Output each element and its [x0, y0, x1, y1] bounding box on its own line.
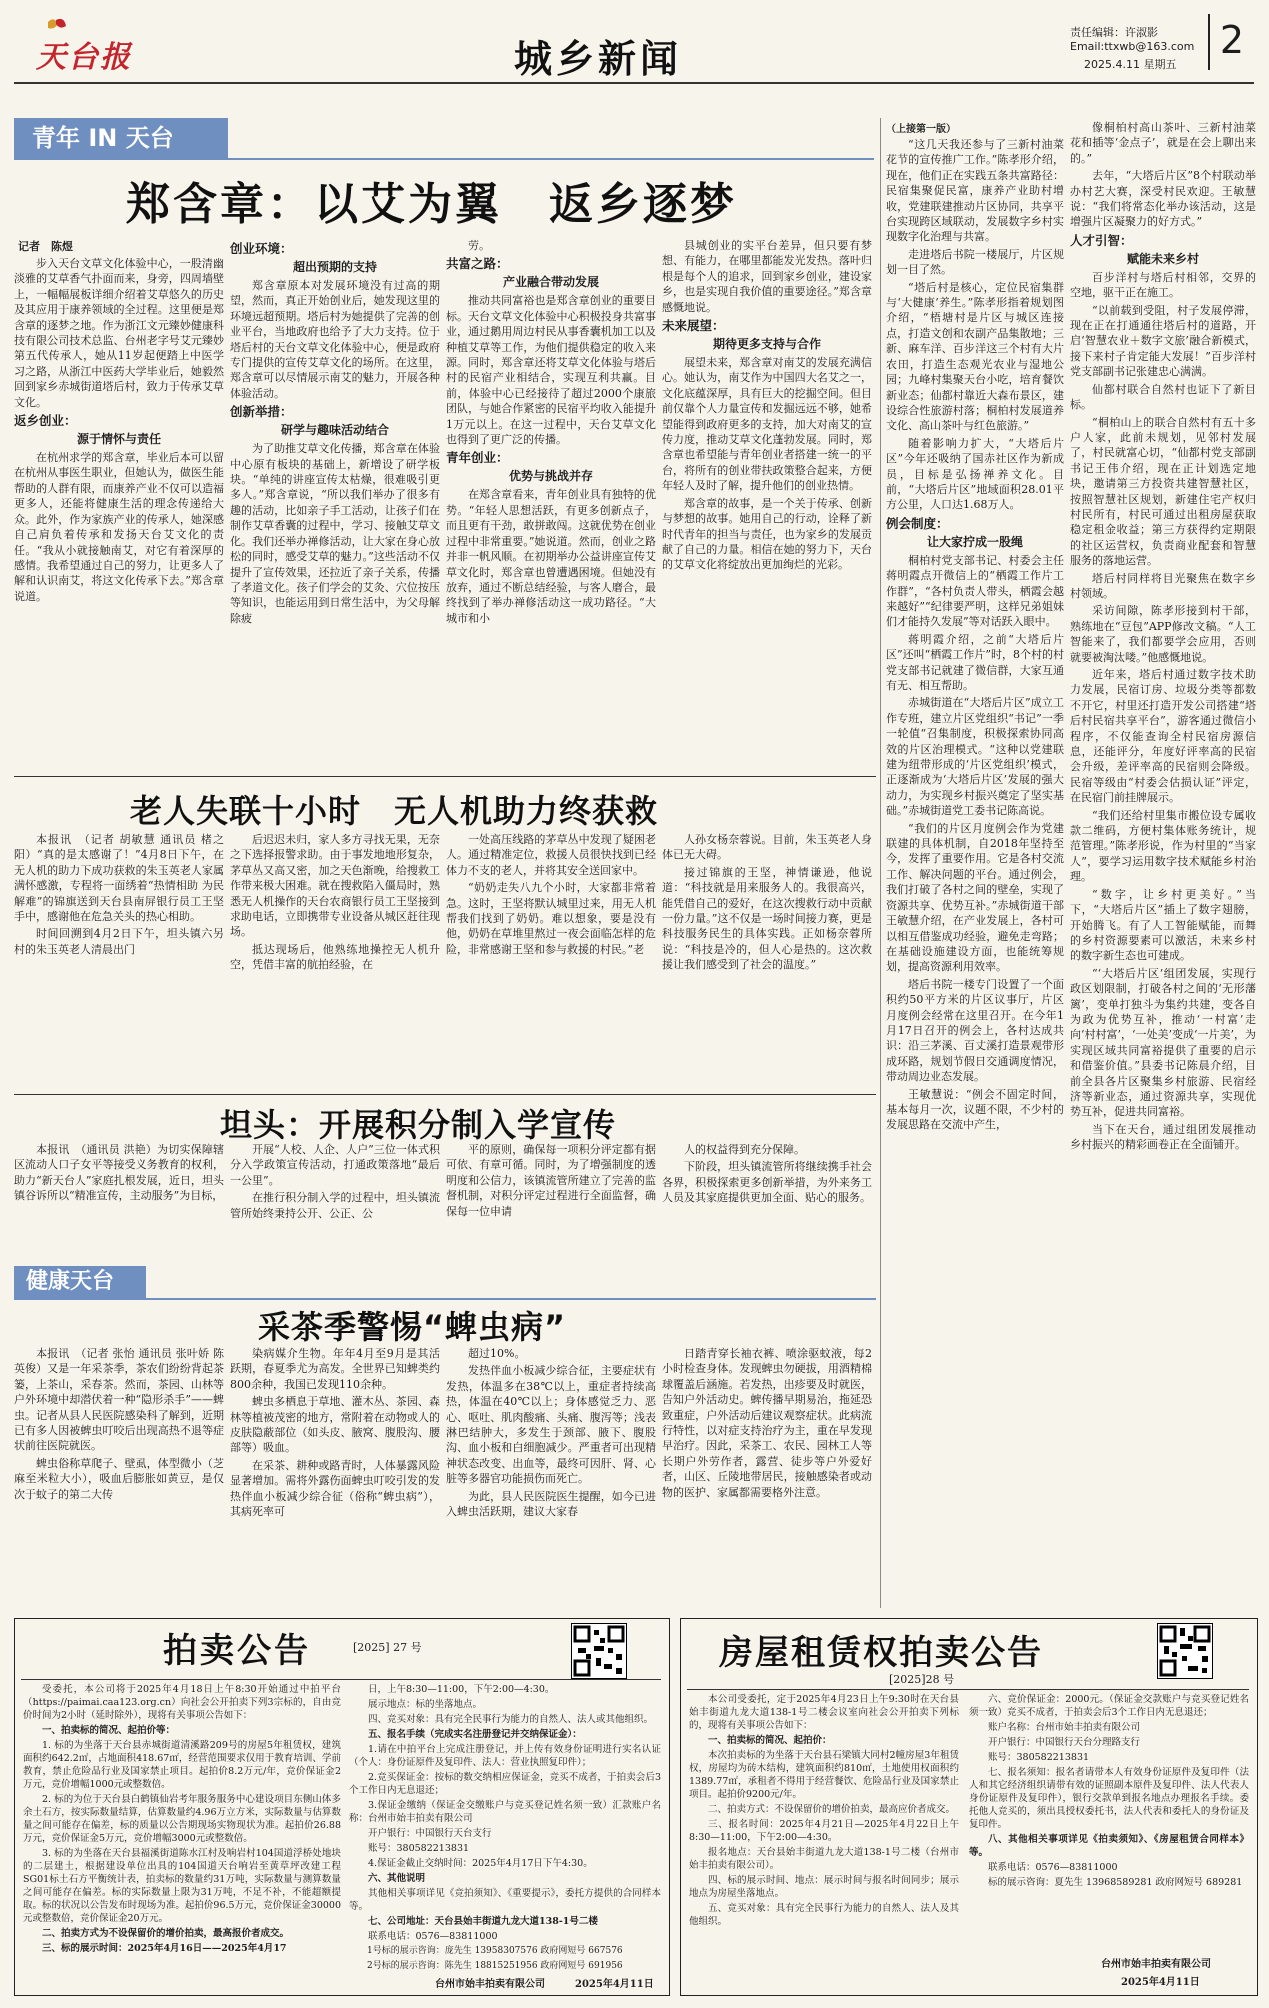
ad1-para: 六、其他说明: [368, 1873, 426, 1884]
ad2-rule: [687, 1689, 1249, 1690]
ad2-para: 本公司受委托，定于2025年4月23日上午9:30时在天台县始丰街道九龙大道138-1号二楼会议室向社会公开拍卖下列标的，现将有关事项公告如下：: [689, 1694, 959, 1731]
ad1-para: 展示地点：标的坐落地点。: [368, 1699, 483, 1710]
ad2-para: 六、竞价保证金：2000元。（保证金交款账户与竞买登记姓名须一致）竞买不成者，于拍卖会后3个工作日内无息退还；: [969, 1694, 1249, 1718]
ad2-para: 二、拍卖方式：不设保留价的增价拍卖，最高应价者成交。: [708, 1804, 956, 1815]
story1-sub: 产业融合带动发展: [502, 275, 599, 290]
story3-para: 人的权益得到充分保障。: [684, 1143, 805, 1156]
right-para: 走进塔后书院一楼展厅，片区规划一目了然。: [886, 247, 1064, 277]
right-sub: 赋能未来乡村: [1126, 251, 1199, 266]
story2-col3: [446, 832, 656, 1092]
ad1-title: 拍卖公告: [163, 1631, 311, 1671]
story4-para: 超过10%。: [468, 1347, 526, 1360]
story1-sub: 优势与挑战并存: [508, 469, 593, 484]
ad1-para: 联系电话：0576—83811000: [368, 1931, 498, 1942]
ad2-para: 联系电话：0576—83811000: [988, 1862, 1118, 1873]
right-para: 像桐柏村高山茶叶、三新村油菜花和插等‘金点子’，就是在会上聊出来的。”: [1070, 121, 1256, 165]
story1-sub: 源于情怀与责任: [76, 432, 161, 447]
section-tag-youth: 青年 IN 天台: [14, 118, 228, 158]
story4-para: 染病媒介生物。年年4月至9月是其活跃期，春夏季尤为高发。全世界已知蜱类约800余种，我国已发现110余种。: [230, 1347, 440, 1391]
ad1-para: 五、报名手续（完成实名注册登记并交纳保证金）：: [368, 1729, 582, 1740]
ad1-para: 1. 标的为坐落于天台县赤城街道清溪路209号的房屋5年租赁权，建筑面积约642.2㎡，占地面积418.67㎡，经营范围要求仅用于教育培训、学前教育，禁止危险品行业及国家禁止项目。起拍价8.2万元/年，竞价保证金2万元，竞价增幅1000元或整数倍。: [23, 1740, 341, 1790]
story1-headline: 郑含章：以艾为翼 返乡逐梦: [126, 179, 737, 230]
ad2-para: 账户名称：台州市始丰拍卖有限公司: [988, 1722, 1141, 1733]
ad1-para: 日，上午8:30—11:00，下午2:00—4:30。: [368, 1684, 555, 1695]
page-number: 2: [1208, 14, 1254, 70]
ad1-para: 三、标的展示时间：2025年4月16日——2025年4月17: [42, 1943, 287, 1954]
story2-col2: [230, 832, 440, 1092]
right-para: “‘大塔后片区’组团发展，实现行政区划限制，打破各村之间的‘无形藩篱’，变单打独斗为集约共建，变各自为政为优势互补，推动‘一村富’走向‘村村富’，‘一处美’变成‘一片美’，为实现区域共同富裕提供了重要的启示和借鉴价值。”县委书记陈晨介绍，目前全县各片区聚集乡村旅游、民宿经济等新业态，通过资源共享，实现优势互补，促进共同富裕。: [1070, 966, 1256, 1119]
ad2-col2: [969, 1693, 1249, 1963]
story1-sub: 返乡创业：: [14, 413, 77, 429]
ad2-para: 五、竞买对象：具有完全民事行为能力的自然人、法人及其他组织。: [689, 1903, 959, 1927]
story3-para: 下阶段，坦头镇流管所将继续携手社会各界，积极探索更多创新举措，为外来务工人员及其家庭提供更加全面、贴心的服务。: [662, 1160, 872, 1205]
story3-para: 本报讯 （通讯员 洪艳）为切实保障辖区流动人口子女平等接受义务教育的权利，助力“新天台人”家庭扎根发展，近日，坦头镇谷诉所以“精准宣传，主动服务”为目标，: [14, 1143, 224, 1203]
ad1-rule: [21, 1679, 661, 1680]
ad2-para: 标的展示咨询：夏先生 13968589281 政府网短号 689281: [988, 1877, 1243, 1888]
story1-para: 县城创业的实平台差异，但只要有梦想、有能力，在哪里都能发光发热。落叶归根是每个人的追求，回到家乡创业，建设家乡，也是实现自我价值的重要途径。”郑含章感慨地说。: [662, 239, 872, 314]
ad1-para: 四、竞买对象：具有完全民事行为能力的自然人、法人或其他组织。: [368, 1714, 654, 1725]
right-sub: 例会制度：: [886, 515, 949, 531]
right-col2: [1070, 120, 1256, 1608]
ad1-date: 2025年4月11日: [575, 1979, 654, 1990]
story2-para: 接过锦旗的王坚，神情谦逊，他说道：“科技就是用来服务人的。我很高兴，能凭借自己的爱好，在这次搜救行动中贡献一份力量。”这不仅是一场时间接力赛，更是科技服务民生的具体实践。正如杨奈蓉所说：“科技是冷的，但人心是热的。这次救援让我们感受到了社会的温度。”: [662, 865, 872, 972]
story1-col3: [446, 238, 656, 772]
right-para: 赤城街道在“大塔后片区”成立工作专班，建立片区党组织“书记”一季一轮值“召集制度，积极探索协同高效的片区治理模式。“这种以党建联建为纽带形成的‘片区党组织’模式，正逐渐成为‘大塔后片区’发展的强大动力，为实现乡村振兴奠定了坚实基础。”赤城街道党工委书记陈高说。: [886, 696, 1064, 818]
ad1-para: 2.竞买保证金：按标的数交纳相应保证金，竞买不成者，于拍卖会后3个工作日内无息退还；: [349, 1772, 661, 1796]
ad1-para: 账号：380582213831: [368, 1843, 470, 1854]
story1-para: 在杭州求学的郑含章，毕业后本可以留在杭州从事医生职业，但她认为，做医生能帮助的人群有限，而康养产业不仅可以造福更多人，还能将健康生活的理念传递给大众。此外，作为家族产业的传承人，她深感自己肩负着传承和发扬天台艾文化的责任。“我从小就接触南艾，对它有着深厚的感情。我希望通过自己的努力，让更多人了解和认识南艾，将这文化传承下去。”郑含章说道。: [14, 451, 224, 603]
story2-para: 时间回溯到4月2日下午，坦头镇六另村的朱玉英老人清晨出门: [14, 927, 224, 956]
right-para: “我们还给村里集市搬位设专属收款二维码，方便村集体账务统计，规范管理。”陈孝形说，作为村里的“当家人”，要学习运用数字技术赋能乡村治理。: [1070, 808, 1256, 884]
ad1-para: 4.保证金截止交纳时间：2025年4月17日下午4:30。: [368, 1858, 593, 1869]
right-para: “我们的片区月度例会作为党建联建的具体机制，自2018年坚持至今，发挥了重要作用。它是各村交流工作、解决问题的平台。通过例会，我们打破了各村之间的壁垒，实现了资源共享、优势互补。”赤城街道干部王敏慧介绍，在产业发展上，各村可以相互借鉴成功经验，避免走弯路；在基础设施建设方面，也能统筹规划，提高资源利用效率。: [886, 821, 1064, 974]
qr-code-icon: [571, 1623, 627, 1679]
tag-rule: [14, 1298, 876, 1300]
story3-para: 开展“人校、人企、人户”三位一体式积分入学政策宣传活动，打通政策落地“最后一公里”。: [230, 1143, 440, 1187]
story4-headline: 采茶季警惕“蜱虫病”: [258, 1308, 567, 1346]
ad2-para: 三、报名时间：2025年4月21日—2025年4月22日上午8:30—11:00，下午2:00—4:30。: [689, 1819, 959, 1843]
story1-para: 步入天台文草文化体验中心，一股清幽淡雅的艾草香气扑面而来，身旁，四周墙壁上，一幅幅展板详细介绍着艾草悠久的历史及其应用于康养领域的全过程。这里便是郑含章的逐梦之地。作为浙江文元臻妙健康科技有限公司技术总监、台州老字号艾元臻妙第五代传承人，她从11岁起便踏上中医学习之路，从浙江中医药大学毕业后，她毅然回到家乡赤城街道塔后村，致力于传承艾草文化。: [14, 257, 224, 409]
story1-sub: 共富之路：: [446, 256, 509, 272]
ad1-para: 一、拍卖标的简况、起拍价等：: [42, 1725, 176, 1736]
ad1-company: 台州市始丰拍卖有限公司: [435, 1979, 545, 1990]
story2-para: 人孙女杨奈蓉说。目前，朱玉英老人身体已无大碍。: [662, 833, 872, 862]
story1-sub: 创新举措：: [230, 404, 293, 420]
auction-notice-2: [680, 1618, 1258, 1996]
right-para: 随着影响力扩大，“大塔后片区”今年还吸纳了国赤社区作为新成员，目标是弘扬禅养文化。目前，“大塔后片区”地域面积28.01平方公里，人口达1.68万人。: [886, 436, 1064, 512]
ad1-number: [2025] 27 号: [353, 1641, 422, 1654]
ad1-para: 七、公司地址：天台县始丰街道九龙大道138-1号二楼: [368, 1916, 598, 1927]
email-line: Email:ttxwb@163.com: [1070, 40, 1195, 53]
section-tag-health: 健康天台: [14, 1266, 146, 1298]
story4-para: 日踏青穿长袖衣裤、喷涂驱蚊液，每2小时检查身体。发现蜱虫勿硬拔，用酒精棉球覆盖后涵施。若发热，出疹要及时就医，告知户外活动史。蜱传播早期易治，拖延恐致重症，户外活动后建议观察症状。此病流行特性，以对症支持治疗为主，重在早发现早治疗。因此，采茶工、农民、园林工人等长期户外劳作者，露营、徒步等户外爱好者，山区、丘陵地带居民，接触感染者或动物的医护、家属都需要格外注意。: [662, 1347, 872, 1499]
ad2-number: [2025]28 号: [889, 1673, 955, 1686]
column-divider: [880, 118, 881, 1608]
ad1-para: 开户银行：中国银行天台支行: [368, 1828, 492, 1839]
story1-para: 展望未来，郑含章对南艾的发展充满信心。她认为，南艾作为中国四大名艾之一，文化底蕴深厚，具有巨大的挖掘空间。但目前仅靠个人力量宣传和发掘远远不够，她希望能得到政府更多的支持，加大对南艾的宣传力度，推动艾草文化蓬勃发展。同时，郑含章也希望能与青年创业者搭建一统一的平台，将所有的创业带扶政策整合起来，方便年轻人及时了解，提升他们的创业热情。: [662, 356, 872, 493]
ad2-col1: [689, 1693, 959, 1989]
ad1-para: 受委托，本公司将于2025年4月18日上午8:30开始通过中拍平台（https://paimai.caa123.org.cn）向社会公开拍卖下列3宗标的，自由竞价时间为2小时（延时除外），现将有关事项公告如下：: [23, 1684, 341, 1721]
story3-col4: [662, 1142, 872, 1260]
logo: [26, 14, 136, 74]
right-para: 蒋明霞介绍，之前“大塔后片区”还叫“栖霞工作片”时，8个村的村党支部书记就建了微信群，大家互通有无、相互帮助。: [886, 632, 1064, 692]
qr-code-icon: [572, 1624, 626, 1678]
story1-sub: 超出预期的支持: [292, 260, 377, 274]
story2-col1: [14, 832, 224, 1092]
ad1-para: 2号标的展示咨询：陈先生 18815251956 政府网短号 691956: [367, 1961, 623, 1971]
story1-para: 推动共同富裕也是郑含章创业的重要目标。天台文草文化体验中心积极投身共富事业，通过鹅用周边村民从事香囊机加工以及种植艾草等工作，为他们提供稳定的收入来源。同时，郑含章还将艾草文化体验与塔后村的民宿产业相结合，实现互利共赢。目前，体验中心已经接待了超过2000个康旅团队，与她合作紧密的民宿平均收入能提升1万元以上。在这一过程中，天台艾草文化也得到了更广泛的传播。: [446, 294, 656, 447]
qr-code-icon: [1157, 1623, 1213, 1679]
story2-para: 一处高压线路的茅草丛中发现了疑困老人。通过精准定位，救援人员很快找到已经体力不支的老人，并将其安全送回家中。: [446, 833, 656, 877]
section-title: 城乡新闻: [514, 37, 683, 81]
continued-label: （上接第一版）: [886, 124, 956, 135]
auction-notice-1: [14, 1618, 670, 1996]
ad1-para: 1号标的展示咨询：庞先生 13958307576 政府网短号 667576: [367, 1946, 623, 1956]
right-para: 仙都村联合自然村也证下了新目标。: [1070, 382, 1256, 412]
story3-col3: [446, 1142, 656, 1260]
story4-col4: [662, 1346, 872, 1604]
right-para: “这几天我还参与了三新村油菜花节的宣传推广工作。”陈孝形介绍，现在，他们正在实践五条共富路径：民宿集聚促民富，康养产业助村增收，党建联建推动片区协同，共享平台实现跨区域联动，发展数字乡村实现数字化治理与共富。: [886, 138, 1064, 244]
logo-text: 天台报: [36, 40, 132, 75]
ad2-title: 房屋租赁权拍卖公告: [719, 1633, 1043, 1673]
story3-headline: 坦头：开展积分制入学宣传: [220, 1106, 617, 1144]
story3-col1: [14, 1142, 224, 1260]
story2-para: 后迟迟未归，家人多方寻找无果，无奈之下选择报警求助。由于事发地地形复杂，茅草丛又高又密，加之天色渐晚，给搜救工作带来极大困难。就在搜救陷入僵局时，熟悉无人机操作的天台农商银行员工王坚接到求助电话，立即携带专业设备从城区赶往现场。: [230, 833, 440, 939]
story4-col2: [230, 1346, 440, 1604]
ad1-para: 3. 标的为坐落在天台县福溪街道陈水江村及响岩村104国道浮桥处地块的二层建土，根据建设单位出具的104国道天台响岩至黄草坪改建工程SG01标土石方平衡统计表，拍卖标的数量约31万吨，实际数量与测算数量之间可能存在偏差。标的实际数量上限为31万吨，不足不补，不能超额提取。标的状况以公告发布时现场为准。起拍价96.5万元，竞价保证金30000元或整数倍，竞价保证金20万元。: [23, 1848, 341, 1924]
right-sub: 人才引智：: [1070, 232, 1133, 248]
right-para: 桐柏村党支部书记、村委会主任蒋明霞点开微信上的“栖霞工作片工作群”，“各村负责人带头，栖霞会越来越好”“纪律要严明，这样兄弟姐妹们才能持久发展”等对话跃入眼中。: [886, 553, 1064, 629]
right-sub: 让大家拧成一股绳: [926, 534, 1023, 549]
story4-para: 发热伴血小板减少综合征，主要症状有发热，体温多在38℃以上，重症者持续高热，体温在40℃以上；身体感觉乏力、恶心、呕吐、肌肉酸痛、头痛、腹泻等；浅表淋巴结肿大，多发生于颈部、腋下、腹股沟、血小板和白细胞减少。严重者可出现精神状态改变、出血等，最终可因肝、肾、心脏等多器官功能损伤而死亡。: [446, 1364, 656, 1486]
ad1-col2: [349, 1683, 661, 1973]
ad1-para: 其他相关事项详见《竞拍须知》、《重要提示》，委托方提供的合同样本等。: [349, 1888, 661, 1912]
right-para: 当下在天台，通过组团发展推动乡村振兴的精彩画卷正在全面铺开。: [1070, 1122, 1256, 1152]
right-para: “以前载到受阻，村子发展停滞，现在正在打通通往塔后村的道路，开启‘智慧农业＋数字文旅’融合新模式，接下来村子肯定能大发展！”百步洋村党支部副书记张建忠心满满。: [1070, 303, 1256, 379]
ad1-para: 2. 标的为位于天台县白鹤镇仙岩考年服务服务中心建设项目东侧山体多余土石方，按实际数量结算，估算数量约4.96万立方米，实际数量与估算数量之间可能存在偏差，标的质量以公告期现场实物现状为准。起拍价26.88万元，竞价保证金5万元，竞价增幅3000元或整数倍。: [23, 1794, 341, 1844]
story2-col4: [662, 832, 872, 1092]
story2-para: 本报讯 （记者 胡敏慧 通讯员 楮之阳）“真的是太感谢了！”4月8日下午，在无人机的助力下成功获救的朱玉英老人家属满怀感激，专程将一面绣着“热情相助 为民解难”的锦旗送到天台县南屏银行员工王坚手中，感谢他在危急关头的热心相助。: [14, 833, 224, 924]
story1-sub: 研学与趣味活动结合: [280, 423, 389, 438]
right-para: 王敏慧说：“例会不固定时间，基本每月一次，议题不限，不少村的发展思路在交流中产生，: [886, 1087, 1064, 1132]
right-para: 塔后村同样将目光聚焦在数字乡村领域。: [1070, 571, 1256, 600]
story3-para: 平的原则，确保每一项积分评定都有据可依、有章可循。同时，为了增强制度的透明度和公信力，该镇流管所建立了完善的监督机制，对积分评定过程进行全面监督，确保每一位申请: [446, 1143, 656, 1218]
story3-para: 在推行积分制入学的过程中，坦头镇流管所始终秉持公开、公正、公: [230, 1191, 440, 1220]
tag-rule: [14, 158, 874, 160]
story1-sub: 未来展望：: [662, 318, 725, 334]
story1-col2: [230, 238, 440, 772]
story2-para: 抵达现场后，他熟练地操控无人机升空，凭借丰富的航拍经验，在: [230, 942, 440, 972]
ad2-para: 报名地点：天台县始丰街道九龙大道138-1号二楼（台州市始丰拍卖有限公司）。: [689, 1847, 959, 1871]
story1-sub: 青年创业：: [446, 450, 509, 466]
right-para: 塔后书院一楼专门设置了一个面积约50平方米的片区议事厅，片区月度例会经常在这里召开。在今年1月17日召开的例会上，各村达成共识：沿三茅溪、百丈溪打造景观带形成环路，规划节假日交通调度情况，带动周边业态发展。: [886, 977, 1064, 1084]
story1-byline: 记者 陈煜: [18, 240, 73, 253]
ad1-col1: [23, 1683, 341, 1991]
story4-para: 蜱虫多栖息于草地、灌木丛、茶园、森林等植被茂密的地方，常附着在动物或人的皮肤隐蔽部位（如头皮、腋窝、腹股沟、腰部等）吸血。: [230, 1395, 440, 1455]
story1-col1: [14, 256, 224, 772]
divider: [14, 1094, 876, 1095]
ad1-para: 1.请在中拍平台上完成注册登记，并上传有效身份证明进行实名认证（个人：身份证原件及复印件、法人：营业执照复印件）；: [349, 1744, 661, 1768]
story1-para: 郑含章原本对发展环境没有过高的期望，然而，真正开始创业后，她发现这里的环境远超预期。塔后村为她提供了完善的创业平台，当地政府也给予了大力支持。位于塔后村的天台文草文化体验中心，便是政府专门提供的宣传艾草文化的场所。在这里，郑含章可以尽情展示南艾的魅力，开展各种体验活动。: [230, 279, 440, 400]
ad2-para: 一、拍卖标的简况、起拍价：: [708, 1735, 832, 1746]
story1-para: 劳。: [468, 239, 490, 252]
ad1-para: 二、拍卖方式为不设保留价的增价拍卖，最高报价者成交。: [42, 1928, 290, 1939]
story1-para: 为了助推艾草文化传播，郑含章在体验中心原有板块的基础上，新增设了研学板块。“单纯的讲座宣传太枯燥，很难吸引更多人。”郑含章说，“所以我们举办了很多有趣的活动，比如亲子手工活动，让孩子们在制作艾草香囊的过程中，学习、接触艾草文化。我们还举办禅修活动，让大家在身心放松的同时，感受艾草的魅力。”这些活动不仅提升了宣传效果，还拉近了亲子关系，传播了孝道文化。孩子们学会的艾灸、穴位按压等知识，也能运用到日常生活中，为父母解除疲: [230, 442, 440, 625]
ad2-para: 八、其他相关事项详见《拍卖须知》、《房屋租赁合同样本》等。: [969, 1834, 1249, 1858]
story2-headline: 老人失联十小时 无人机助力终获救: [130, 792, 659, 830]
right-para: 采访间隙，陈孝形接到村干部，熟练地在“豆包”APP修改文稿。“人工智能来了，我们都要学会应用，否则就要被淘汰喽。”他感慨地说。: [1070, 604, 1256, 664]
right-para: 百步洋村与塔后村相邻，交界的空地，驱干正在施工。: [1070, 270, 1256, 300]
story1-para: 郑含章的故事，是一个关于传承、创新与梦想的故事。她用自己的行动，诠释了新时代青年的担当与责任，也为家乡的发展贡献了自己的力量。相信在她的努力下，天台的艾草文化将绽放出更加绚烂的光彩。: [662, 496, 872, 572]
story1-col4: [662, 238, 872, 772]
header-rule: [14, 82, 1254, 84]
divider: [14, 776, 876, 777]
story4-col3: [446, 1346, 656, 1604]
editor-line: 责任编辑：许淑影: [1070, 26, 1158, 39]
story1-para: 在郑含章看来，青年创业具有独特的优势。“年轻人思想活跃，有更多创新点子，而且更有干劲，敢拼敢闯。这就优势在创业过程中非常重要。”她说道。然而，创业之路并非一帆风顺。在初期举办公益讲座宣传艾草文化时，郑含章也曾遭遇困境。但她没有放弃，通过不断总结经验，与客人磨合，最终找到了举办禅修活动这一成功路径。“大城市和小: [446, 488, 656, 625]
story4-para: 为此，县人民医院医生提醒，如今已进入蜱虫活跃期，建议大家春: [446, 1489, 656, 1519]
qr-code-icon: [1158, 1624, 1212, 1678]
date-line: 2025.4.11 星期五: [1084, 58, 1177, 71]
ad1-para: 3.保证金缴纳（保证金交缴账户与竞买登记姓名须一致）汇款账户名称：台州市始丰拍卖有限公司: [349, 1800, 661, 1824]
ad2-para: 开户银行：中国银行天台分理路支行: [988, 1737, 1141, 1748]
ad2-company: 台州市始丰拍卖有限公司: [1101, 1959, 1211, 1970]
right-para: 近年来，塔后村通过数字技术助力发展，民宿订房、垃圾分类等都数不开它，村里还打造开发公司搭建“塔后村民宿共享平台”，游客通过微信小程序，不仅能查询全村民宿房源信息，还能评分，年度好评率高的民宿会升级，差评率高的民宿则会降级。民宿等级由“村委会估损认证”评定，在民宿门前挂牌展示。: [1070, 668, 1256, 805]
ad2-para: 账号：380582213831: [988, 1752, 1090, 1763]
story4-para: 本报讯 （记者 张怡 通讯员 张叶娇 陈英俊）又是一年采茶季，茶农们纷纷背起茶篓，上茶山，采春茶。然而，茶园、山林等户外环境中却潜伏着一种“隐形杀手”——蜱虫。记者从县人民医院感染科了解到，近期已有多人因被蜱虫叮咬后出现高热不退等症状前往医院就医。: [14, 1347, 224, 1453]
story1-sub: 创业环境：: [230, 241, 293, 256]
right-para: “数字，让乡村更美好。”当下，“大塔后片区”插上了数字翅膀，开始腾飞。有了人工智能赋能，而舞的乡村资源要素可以激活，未来乡村的数字新生态也可建成。: [1070, 887, 1256, 963]
masthead: [14, 10, 1258, 86]
right-para: “塔后村是核心，定位民宿集群与‘大健康’养生。”陈孝形指着规划图介绍，“梧塘村是片区与城区连接点，打造文创和农副产品集散地；三新、麻车洋、百步洋这三个村有大片农田，打造生态观光农业与湿地公园；九峰村集聚天台小吃，培育餐饮新业态；仙都村靠近大森布景区，建设综合性旅游村落；桐柏村发展道养文化、高山茶叶与红色旅游。”: [886, 280, 1064, 433]
story2-para: “奶奶走失八九个小时，大家都非常着急。这时，王坚将默认城里过来，用无人机帮我们找到了奶奶。难以想象，要是没有他，奶奶在草堆里熬过一夜会面临怎样的危险，非常感谢王坚和参与救援的村民。”老: [446, 881, 656, 956]
right-col1: [886, 120, 1064, 1608]
story3-col2: [230, 1142, 440, 1260]
ad2-para: 本次拍卖标的为坐落于天台县石梁镇大同村2幢房屋3年租赁权，房屋均为砖木结构，建筑面积约810㎡，土地使用权面积约1389.77㎡，承租者不得用于经营餐饮、危险品行业及国家禁止项目。起拍价9200元/年。: [689, 1750, 959, 1800]
ad2-date: 2025年4月11日: [1121, 1977, 1200, 1988]
ad2-para: 四、标的展示时间、地点：展示时间与报名时间同步；展示地点为房屋坐落地点。: [689, 1875, 959, 1899]
ad2-para: 七、报名须知：报名者请带本人有效身份证原件及复印件（法人和其它经济组织请带有效的证照副本原件及复印件、法人代表人身份证原件及复印件），银行交款单到报名地点办理报名手续。委托他人竞买的，须出具授权委托书，法人代表和委托人的身份证及复印件。: [969, 1767, 1249, 1830]
story4-para: 蜱虫俗称草爬子、壁虱，体型微小（芝麻至米粒大小），吸血后膨胀如黄豆，是仅次于蚊子的第二大传: [14, 1456, 224, 1501]
right-para: 去年，“大塔后片区”8个村联动举办村艺大赛，深受村民欢迎。王敏慧说：“我们将常态化举办该活动，这是增强片区凝聚力的好方式。”: [1070, 169, 1256, 229]
story4-col1: [14, 1346, 224, 1604]
right-para: “桐柏山上的联合自然村有五十多户人家，此前未规划，见邻村发展了，村民就富心切，“仙都村党支部副书记王伟介绍，现在正计划选定地块，邀请第三方投资共建智慧社区，按照智慧社区规划，新建住宅产权归村民所有，村民可通过出租房屋获取稳定租金收益；第三方获得约定期限的社区运营权，负责商业配套和智慧服务的落地运营。: [1070, 415, 1256, 568]
story1-sub: 期待更多支持与合作: [712, 337, 821, 352]
story4-para: 在采茶、耕种或路青时，人体暴露风险显著增加。需将外露伤面蜱虫叮咬引发的发热伴血小板减少综合征（俗称“蜱虫病”），其病死率可: [230, 1458, 440, 1519]
